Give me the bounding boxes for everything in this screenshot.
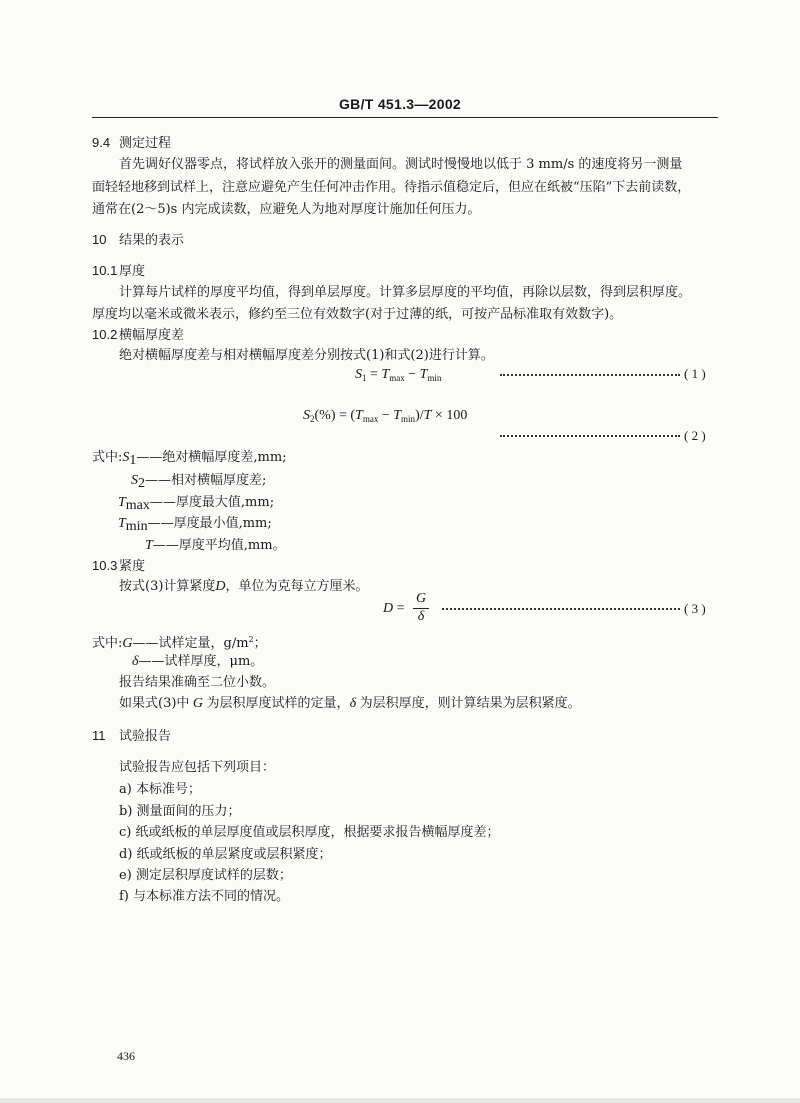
definition-tmin: ——厚度最小值,mm;: [147, 516, 272, 531]
section-title: 测定过程: [119, 136, 172, 151]
list-item: a) 本标准号；: [119, 782, 201, 797]
definition-line: T——厚度平均值,mm。: [145, 538, 286, 553]
list-item: f) 与本标准方法不同的情况。: [119, 889, 290, 904]
header-rule: [92, 117, 718, 118]
definition-line: $T_{min}——$厚度最小值,mm;: [118, 516, 272, 534]
section-10-2-heading: [92, 326, 184, 344]
section-title: 横幅厚度差: [119, 328, 185, 343]
section-title: 试验报告: [119, 729, 172, 744]
list-item: c) 纸或纸板的单层厚度值或层积厚度，根据要求报告横幅厚度差；: [119, 825, 500, 840]
paragraph-line: 试验报告应包括下列项目：: [119, 760, 276, 775]
leader-dots: [500, 431, 680, 437]
section-11-heading: [92, 727, 171, 745]
paragraph-line: 计算每片试样的厚度平均值，得到单层厚度。计算多层厚度的平均值，再除以层数，得到层积厚度。: [119, 285, 692, 300]
paragraph-line: 厚度均以毫米或微米表示，修约至三位有效数字(对于过薄的纸，可按产品标准取有效数字)。: [92, 307, 623, 322]
section-number: 10.1: [92, 263, 118, 278]
paragraph-line: 如果式(3)中 G 为层积厚度试样的定量，δ 为层积厚度，则计算结果为层积紧度。: [119, 696, 581, 711]
paragraph-line: 首先调好仪器零点，将试样放入张开的测量面间。测试时慢慢地以低于 3 mm/s 的速度将另一测量: [119, 157, 683, 172]
section-title: 结果的表示: [119, 233, 185, 248]
definition-delta: ——试样厚度，μm。: [138, 654, 264, 669]
definition-tmax: ——厚度最大值,mm;: [149, 495, 275, 510]
equation-number: ( 3 ): [684, 601, 706, 616]
paragraph-line: 报告结果准确至二位小数。: [119, 675, 276, 690]
section-number: 10: [92, 232, 107, 247]
definition-s1: ——绝对横幅厚度差,mm;: [136, 450, 287, 465]
where-clause: 式中:G——试样定量，$g/m^2$；: [92, 635, 267, 651]
fraction-numerator: G: [415, 591, 427, 606]
definition-s2: ——相对横幅厚度差;: [145, 473, 267, 488]
list-item: d) 纸或纸板的单层紧度或层积紧度；: [119, 847, 332, 862]
paragraph-line: 通常在(2～5)s 内完成读数，应避免人为地对厚度计施加任何压力。: [92, 202, 481, 217]
equation-1: $S_1 = T_{max} - T_{min}$: [355, 367, 442, 383]
paragraph-line: 面轻轻地移到试样上，注意应避免产生任何冲击作用。待指示值稳定后，但应在纸被“压陷”下去前读数，: [92, 180, 691, 195]
section-number: 10.2: [92, 327, 118, 342]
where-clause: 式中$:S_1——$绝对横幅厚度差,mm;: [92, 450, 287, 468]
list-item: e) 测定层积厚度试样的层数；: [119, 868, 292, 883]
definition-line: $T_{max}——$厚度最大值,mm;: [118, 495, 275, 513]
section-9-4-heading: [92, 134, 171, 152]
section-10-1-heading: [92, 262, 145, 280]
section-10-3-heading: [92, 557, 145, 575]
paragraph-line: 绝对横幅厚度差与相对横幅厚度差分别按式(1)和式(2)进行计算。: [119, 348, 494, 363]
leader-dots: [442, 604, 680, 610]
list-item: b) 测量面间的压力；: [119, 804, 241, 819]
equation-number: ( 1 ): [684, 366, 706, 381]
equation-3-lhs: D =: [383, 601, 405, 616]
definition-t: ——厚度平均值,mm。: [152, 538, 286, 553]
page-number: 436: [117, 1049, 135, 1063]
section-number: 9.4: [92, 135, 111, 150]
fraction-denominator: δ: [417, 609, 425, 624]
equation-2: $S_2(\%) = (T_{max} - T_{min})/T \times 100$: [303, 408, 468, 424]
section-number: 11: [92, 728, 106, 743]
document-header: GB/T 451.3—2002: [338, 96, 461, 112]
scan-edge: [0, 1098, 800, 1103]
definition-line: δ——试样厚度，μm。: [132, 654, 264, 669]
leader-dots: [500, 370, 680, 376]
section-title: 紧度: [119, 559, 146, 574]
paragraph-line: 按式(3)计算紧度D，单位为克每立方厘米。: [119, 579, 369, 594]
equation-number: ( 2 ): [684, 428, 706, 443]
section-title: 厚度: [119, 264, 146, 279]
definition-g: ——试样定量，g/m: [132, 636, 249, 651]
section-10-heading: [92, 231, 184, 249]
section-number: 10.3: [92, 558, 118, 573]
definition-line: $S_2——$相对横幅厚度差;: [131, 473, 267, 491]
